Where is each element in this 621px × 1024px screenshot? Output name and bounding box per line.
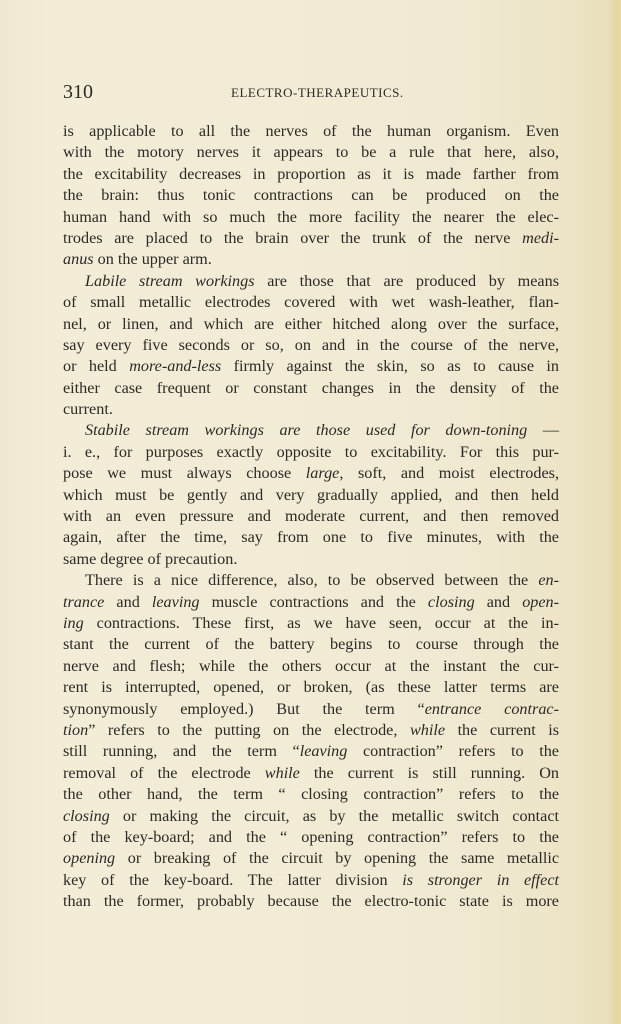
text-span: , soft, and moist electrodes, (339, 464, 560, 483)
text-line: same degree of precaution. (63, 549, 238, 568)
italic-term: is stronger in effect (402, 870, 560, 889)
text-span: contraction” refers to the (362, 742, 559, 761)
text-line (63, 592, 559, 613)
text-line (63, 848, 559, 869)
text-line (63, 570, 559, 591)
italic-term: medi- (522, 228, 559, 247)
text-line (63, 249, 559, 270)
text-line: the excitability decreases in proportion as it is made farther from (63, 164, 559, 183)
text-line (63, 420, 559, 441)
text-span: are those that are produced by means (267, 271, 560, 290)
italic-term: leaving (151, 592, 200, 611)
text-line: current. (63, 400, 113, 419)
text-line: again, after the time, say from one to five minutes, with the (63, 528, 559, 547)
text-line: either case frequent or constant changes in the density of the (63, 378, 559, 397)
italic-term: large (305, 464, 340, 483)
body-text (63, 121, 559, 912)
italic-term: closing (63, 806, 110, 825)
text-span: and (116, 592, 140, 611)
text-line: stant the current of the battery begins to course through the (63, 635, 559, 654)
italic-term: entrance contrac- (424, 699, 559, 718)
text-line: with an even pressure and moderate current, and then removed (63, 507, 559, 526)
text-span: and (486, 592, 511, 611)
text-line: is applicable to all the nerves of the human organism. Even (63, 122, 559, 140)
text-span: contractions. These first, as we have seen, occur at the in- (96, 613, 559, 632)
text-span: or breaking of the circuit by opening the same metallic (127, 849, 560, 868)
text-line (63, 870, 559, 891)
text-span: or held (63, 357, 117, 376)
text-span: firmly against the skin, so as to cause in (233, 357, 560, 376)
text-line (63, 356, 559, 377)
page-header (63, 81, 563, 103)
text-line (63, 613, 559, 634)
italic-term: tion (63, 720, 89, 739)
text-line: than the former, probably because the electro-tonic state is more (63, 892, 559, 911)
text-span: the current is still running. On (313, 763, 560, 782)
italic-term: opening (63, 849, 116, 868)
text-line: nerve and flesh; while the others occur at the instant the cur- (63, 656, 559, 675)
italic-term: Labile stream workings (85, 271, 255, 290)
text-line (63, 271, 559, 292)
text-span: trodes are placed to the brain over the trunk of the nerve (63, 228, 511, 247)
text-line: nel, or linen, and which are either hitched along over the surface, (63, 314, 559, 333)
italic-term: more-and-less (129, 357, 222, 376)
italic-term: while (409, 720, 446, 739)
text-span: ” refers to the putting on the electrode, (88, 720, 398, 739)
text-line (63, 463, 559, 484)
text-line: human hand with so much the more facility the nearer the elec- (63, 207, 559, 226)
running-title: ELECTRO-THERAPEUTICS. (231, 85, 404, 100)
text-line: the other hand, the term “ closing contraction” refers to the (63, 785, 559, 804)
page-edge (609, 0, 621, 1024)
italic-term: Stabile stream workings are those used for down-toning (85, 421, 528, 440)
text-line (63, 763, 559, 784)
text-span: key of the key-board. The latter division (63, 870, 388, 889)
text-line: rent is interrupted, opened, or broken, (as these latter terms are (63, 678, 559, 697)
text-line: i. e., for purposes exactly opposite to excitability. For this pur- (63, 442, 559, 461)
text-span: or making the circuit, as by the metallic switch contact (122, 806, 560, 825)
text-span: muscle contractions and the (211, 592, 416, 611)
page-number: 310 (63, 81, 93, 103)
text-span: There is a nice difference, also, to be observed between the (85, 571, 529, 590)
text-span: pose we must always choose (63, 464, 292, 483)
text-span: the current is (457, 720, 560, 739)
italic-term: open- (522, 592, 560, 611)
text-line: which must be gently and very gradually applied, and then held (63, 485, 559, 504)
italic-term: while (264, 763, 300, 782)
text-line: say every five seconds or so, on and in the course of the nerve, (63, 335, 559, 354)
italic-term: anus (63, 250, 94, 269)
text-line (63, 228, 559, 249)
text-line (63, 806, 559, 827)
text-span: removal of the electrode (63, 763, 251, 782)
italic-term: closing (427, 592, 475, 611)
italic-term: trance (63, 592, 105, 611)
text-line: with the motory nerves it appears to be a rule that here, also, (63, 143, 559, 162)
text-line: the brain: thus tonic contractions can be produced on the (63, 186, 559, 205)
text-span: still running, and the term “ (63, 742, 300, 761)
text-span: on the upper arm. (97, 250, 212, 269)
text-span: — (542, 421, 559, 440)
italic-term: ing (63, 613, 84, 632)
text-line (63, 699, 559, 720)
text-line: of small metallic electrodes covered with wet wash-leather, flan- (63, 293, 559, 312)
text-span: synonymously employed.) But the term “ (63, 699, 425, 718)
text-line (63, 720, 559, 741)
text-line: of the key-board; and the “ opening contraction” refers to the (63, 827, 559, 846)
italic-term: leaving (299, 742, 348, 761)
italic-term: en- (538, 571, 559, 590)
text-line (63, 741, 559, 762)
